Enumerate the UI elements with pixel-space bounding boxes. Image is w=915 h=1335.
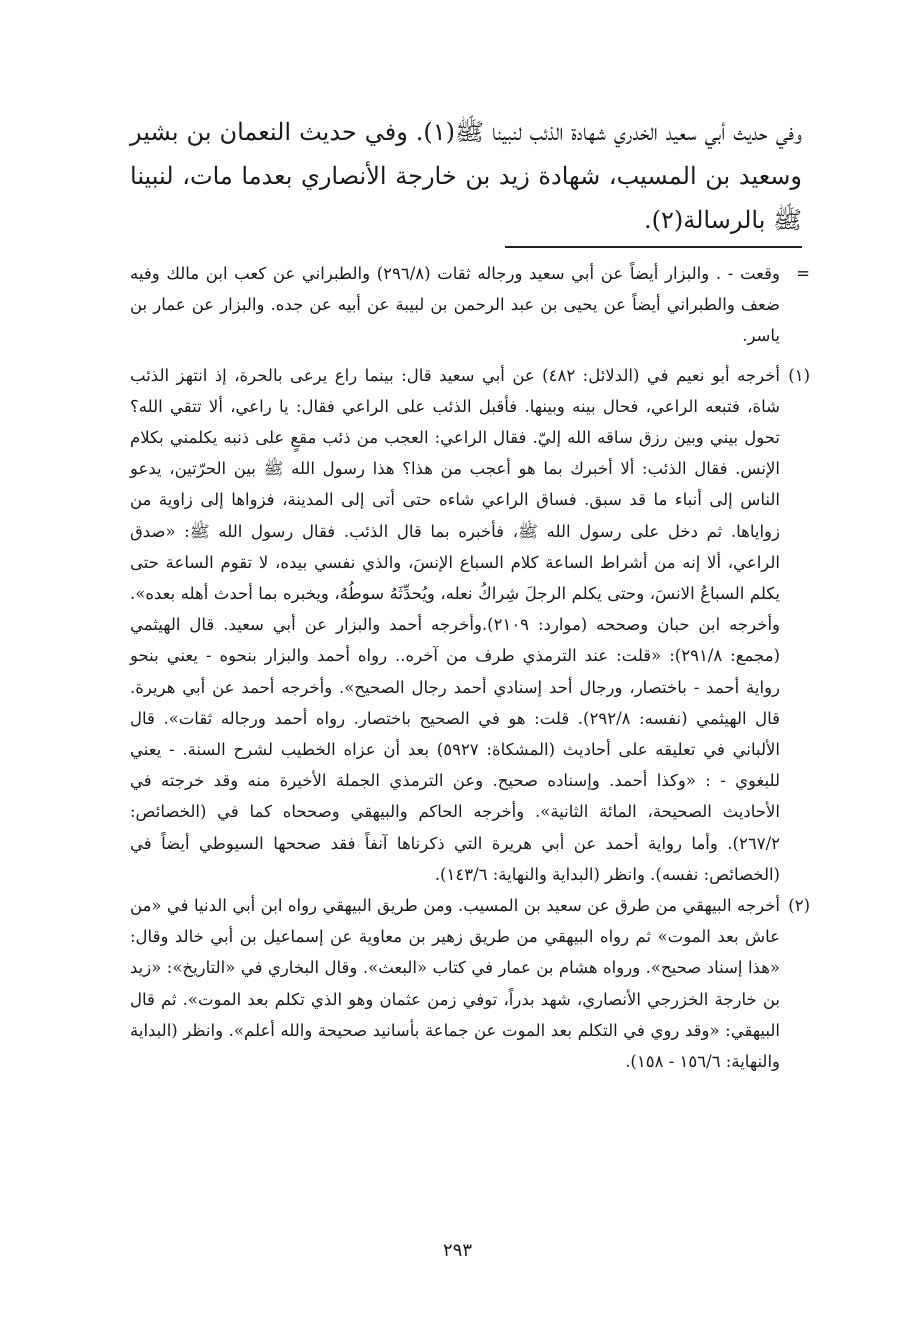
footnote-2-marker: (٢) xyxy=(788,896,810,916)
footnote-1-marker: (١) xyxy=(788,365,810,385)
footnote-continuation xyxy=(130,258,810,352)
main-text-block xyxy=(130,110,802,242)
footnote-2 xyxy=(130,890,810,1077)
footnote-separator-rule xyxy=(505,246,802,248)
main-paragraph: وفي حديث أبي سعيد الخدري شهادة الذئب لنبينا ﷺ(١). وفي حديث النعمان بن بشير وسعيد بن المسيب، شهادة زيد بن خارجة الأنصاري بعدما مات، لنبينا ﷺ بالرسالة(٢). xyxy=(130,118,803,234)
footnote-2-text: أخرجه البيهقي من طرق عن سعيد بن المسيب. ومن طريق البيهقي رواه ابن أبي الدنيا في «من عاش بعد الموت» ثم رواه البيهقي من طريق زهير بن معاوية عن إسماعيل بن أبي خالد وقال: «هذا إسناد صحيح». ورواه هشام بن عمار في كتاب «البعث». وقال البخاري في «التاريخ»: «زيد بن خارجة الخزرجي الأنصاري، شهد بدراً، توفي زمن عثمان وهو الذي تكلم بعد الموت». ثم قال البيهقي: «وقد روي في التكلم بعد الموت عن جماعة بأسانيد صحيحة والله أعلم». وانظر (البداية والنهاية: ١٥٦/٦ - ١٥٨). xyxy=(130,896,780,1072)
footnotes-section xyxy=(130,258,810,1077)
footnote-1-text: أخرجه أبو نعيم في (الدلائل: ٤٨٢) عن أبي سعيد قال: بينما راع يرعى بالحرة، إذ انتهز الذئب شاة، فتبعه الراعي، فحال بينه وبينها. فأقبل الذئب على الراعي فقال: يا راعي، ألا تتقي الله؟ تحول بيني وبين رزق ساقه الله إليّ. فقال الراعي: العجب من ذئب مقعٍ على ذنبه يكلمني بكلام الإنس. فقال الذئب: ألا أخبرك بما هو أعجب من هذا؟ هذا رسول الله ﷺ بين الحرّتين، يدعو الناس إلى أنباء ما قد سبق. فساق الراعي شاءه حتى أتى إلى المدينة، فزواها إلى زاوية من زواياها. ثم دخل على رسول الله ﷺ، فأخبره بما قال الذئب. فقال رسول الله ﷺ: «صدق الراعي، ألا إنه من أشراط الساعة كلام السباع الإنسَ، والذي نفسي بيده، لا تقوم الساعة حتى يكلم السباعُ الانسَ، وحتى يكلم الرجلَ شِراكُ نعله، ويُحدِّثَهُ سوطُهُ، ويخبره بما أحدث أهله بعده». وأخرجه ابن حبان وصححه (موارد: ٢١٠٩).وأخرجه أحمد والبزار عن أبي سعيد. قال الهيثمي (مجمع: ٢٩١/٨): «قلت: عند الترمذي طرف من آخره.. رواه أحمد والبزار بنحوه - يعني بنحو رواية أحمد - باختصار، ورجال أحد إسنادي أحمد رجال الصحيح». وأخرجه أحمد عن أبي هريرة. قال الهيثمي (نفسه: ٢٩٢/٨). قلت: هو في الصحيح باختصار. رواه أحمد ورجاله ثقات». قال الألباني في تعليقه على أحاديث (المشكاة: ٥٩٢٧) بعد أن عزاه الخطيب لشرح السنة. - يعني للبغوي - : «وكذا أحمد. وإسناده صحيح. وعن الترمذي الجملة الأخيرة منه وقد خرجته في الأحاديث الصحيحة، المائة الثانية». وأخرجه الحاكم والبيهقي وصححاه كما في (الخصائص: ٢٦٧/٢). وأما رواية أحمد عن أبي هريرة التي ذكرناها آنفاً فقد صححها السيوطي أيضاً في (الخصائص: نفسه). وانظر (البداية والنهاية: ١٤٣/٦). xyxy=(130,365,781,884)
footnote-continuation-marker: = xyxy=(796,264,810,283)
page-number: ٢٩٣ xyxy=(442,1240,472,1261)
footnote-1 xyxy=(130,360,810,890)
footnote-continuation-text: وقعت - . والبزار أيضاً عن أبي سعيد ورجاله ثقات (٢٩٦/٨) والطبراني عن كعب ابن مالك وفيه ضعف والطبراني أيضاً عن يحيى بن عبد الرحمن بن لبيبة عن أبيه عن جده. والبزار عن عمار بن ياسر. xyxy=(130,264,780,346)
